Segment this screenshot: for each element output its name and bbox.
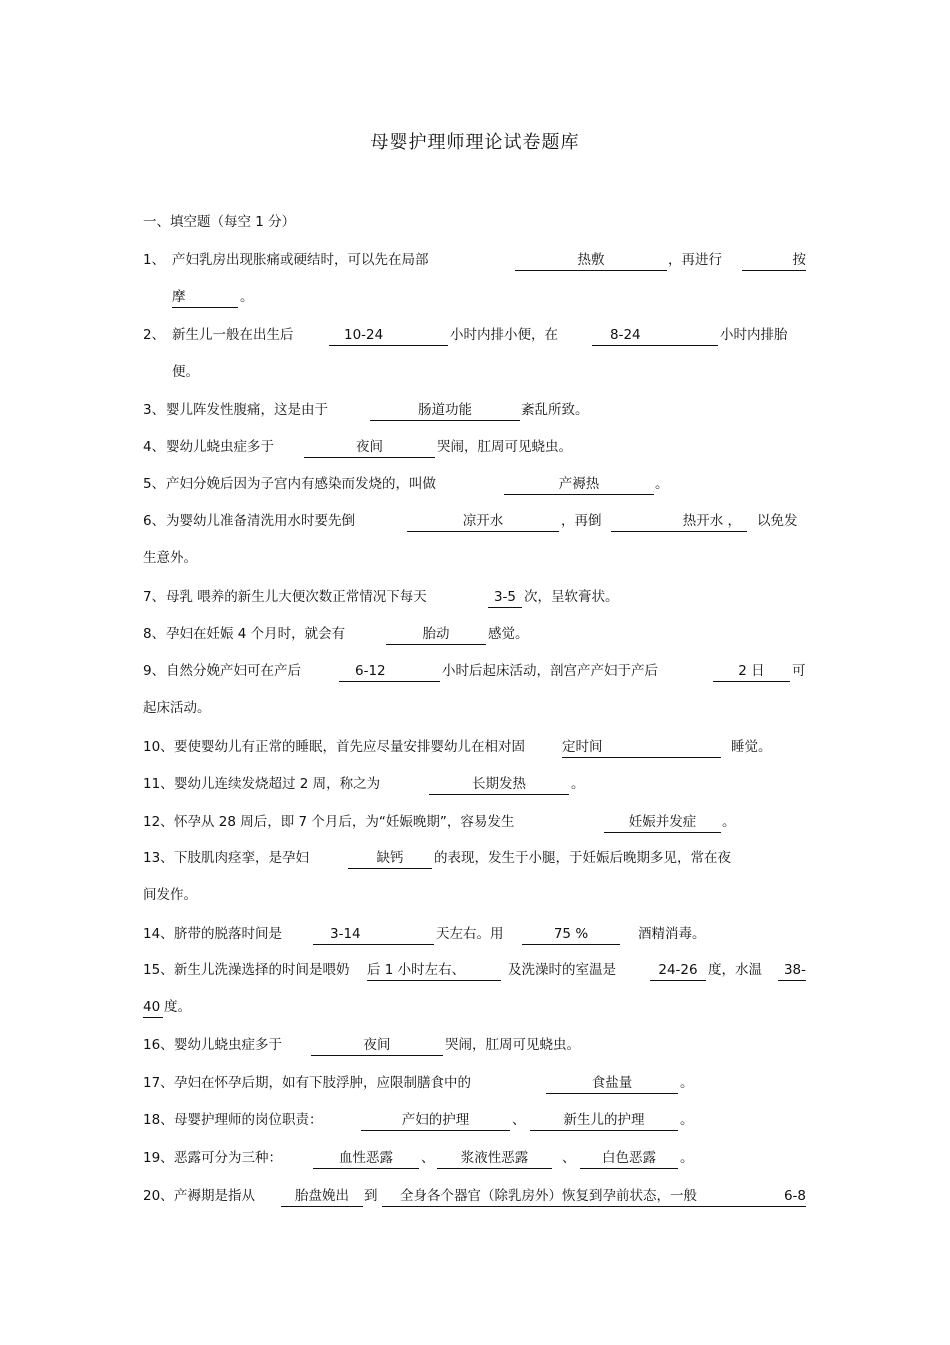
- question-text: 、: [512, 1112, 526, 1128]
- answer-blank: 食盐量: [546, 1073, 678, 1094]
- question-text: 孕妇在怀孕后期，如有下肢浮肿，应限制膳食中的: [174, 1075, 471, 1091]
- question-text: 。: [655, 476, 669, 492]
- question-text: 婴幼儿蛲虫症多于: [174, 1037, 282, 1053]
- answer-blank: 按: [742, 250, 806, 271]
- question-text: 新生儿洗澡选择的时间是喂奶: [174, 962, 350, 978]
- question-number: 9、: [143, 663, 166, 679]
- question-number: 4、: [143, 439, 166, 455]
- question-text: 哭闹，肛周可见蛲虫。: [437, 439, 572, 455]
- question-text: 孕妇在妊娠 4 个月时，就会有: [166, 626, 346, 642]
- answer-blank: 血性恶露: [313, 1148, 419, 1169]
- question-number: 5、: [143, 476, 166, 492]
- answer-blank: 白色恶露: [580, 1148, 678, 1169]
- question-number: 11、: [143, 776, 174, 792]
- answer-blank: 浆液性恶露: [437, 1148, 552, 1169]
- question-text: 生意外。: [143, 550, 197, 566]
- question-number: 13、: [143, 850, 174, 866]
- question-text: 可: [792, 663, 806, 679]
- question-text: 。: [571, 776, 585, 792]
- answer-blank: 3-5: [488, 587, 522, 608]
- answer-blank: 长期发热: [429, 774, 569, 795]
- answer-blank: 缺钙: [348, 848, 432, 869]
- question-text: 要使婴幼儿有正常的睡眠，首先应尽量安排婴幼儿在相对固: [174, 739, 525, 755]
- question-text: 紊乱所致。: [521, 402, 589, 418]
- answer-blank: 新生儿的护理: [530, 1110, 678, 1131]
- answer-blank: 10-24: [329, 325, 448, 346]
- question-number: 12、: [143, 814, 174, 830]
- question-number: 18、: [143, 1112, 174, 1128]
- question-text: 。: [240, 289, 254, 305]
- answer-blank: 后 1 小时左右、: [367, 960, 501, 981]
- question-text: 小时后起床活动，剖宫产产妇于产后: [442, 663, 658, 679]
- question-number: 10、: [143, 739, 174, 755]
- question-number: 14、: [143, 926, 174, 942]
- question-number: 19、: [143, 1150, 174, 1166]
- answer-blank: 75 %: [522, 924, 620, 945]
- answer-blank: 凉开水: [407, 511, 559, 532]
- answer-blank: 夜间: [311, 1035, 443, 1056]
- answer-blank: 夜间: [304, 437, 435, 458]
- question-text: 小时内排胎: [720, 327, 788, 343]
- answer-blank: 定时间: [562, 737, 721, 758]
- question-text: 母乳 喂养的新生儿大便次数正常情况下每天: [166, 589, 427, 605]
- question-text: 便。: [172, 364, 199, 380]
- question-text: 度，水温: [708, 962, 762, 978]
- question-text: 天左右。用: [436, 926, 504, 942]
- answer-blank: 肠道功能: [370, 400, 520, 421]
- question-number: 15、: [143, 962, 174, 978]
- question-text: 、: [421, 1150, 435, 1166]
- answer-blank: 热敷: [515, 250, 667, 271]
- question-number: 20、: [143, 1188, 174, 1204]
- answer-blank: 6-8: [727, 1186, 806, 1207]
- question-text: 婴幼儿蛲虫症多于: [166, 439, 274, 455]
- section-heading: 一、填空题（每空 1 分）: [143, 214, 296, 230]
- answer-blank: 2 日: [713, 661, 790, 682]
- answer-blank: 全身各个器官（除乳房外）恢复到孕前状态，一般: [382, 1186, 727, 1207]
- question-text: 哭闹，肛周可见蛲虫。: [445, 1037, 580, 1053]
- question-text: 婴幼儿连续发烧超过 2 周，称之为: [174, 776, 381, 792]
- question-text: 感觉。: [488, 626, 529, 642]
- answer-blank: 8-24: [592, 325, 718, 346]
- question-text: 恶露可分为三种：: [174, 1150, 282, 1166]
- question-text: 睡觉。: [731, 739, 772, 755]
- answer-blank: 热开水 ，: [611, 511, 747, 532]
- page-title: 母婴护理师理论试卷题库: [370, 132, 580, 153]
- question-text: 、: [562, 1150, 576, 1166]
- answer-blank: 产褥热: [504, 474, 654, 495]
- question-text: 怀孕从 28 周后，即 7 个月后，为“妊娠晚期”，容易发生: [174, 814, 515, 830]
- question-number: 17、: [143, 1075, 174, 1091]
- question-text: 。: [680, 1112, 694, 1128]
- question-text: 次，呈软膏状。: [524, 589, 619, 605]
- question-text: 产褥期是指从: [174, 1188, 255, 1204]
- question-text: 。: [680, 1075, 694, 1091]
- question-number: 8、: [143, 626, 166, 642]
- answer-blank: 40: [143, 997, 163, 1018]
- answer-blank: 6-12: [339, 661, 440, 682]
- question-text: 产妇分娩后因为子宫内有感染而发烧的，叫做: [166, 476, 436, 492]
- question-text: 到: [364, 1188, 378, 1204]
- question-text: 以免发: [757, 513, 798, 529]
- answer-blank: 24-26: [650, 960, 706, 981]
- question-number: 7、: [143, 589, 166, 605]
- question-number: 2、: [143, 327, 166, 343]
- question-text: 。: [680, 1150, 694, 1166]
- question-number: 3、: [143, 402, 166, 418]
- question-text: 脐带的脱落时间是: [174, 926, 282, 942]
- answer-blank: 产妇的护理: [361, 1110, 510, 1131]
- question-text: 自然分娩产妇可在产后: [166, 663, 301, 679]
- question-text: 为婴幼儿准备清洗用水时要先倒: [166, 513, 355, 529]
- question-text: 酒精消毒。: [638, 926, 706, 942]
- question-text: ，再进行: [668, 252, 722, 268]
- question-number: 16、: [143, 1037, 174, 1053]
- answer-blank: 3-14: [313, 924, 434, 945]
- question-text: 下肢肌肉痉挛，是孕妇: [174, 850, 309, 866]
- question-text: 婴儿阵发性腹痛，这是由于: [166, 402, 328, 418]
- question-text: 小时内排小便，在: [450, 327, 558, 343]
- question-text: ，再倒: [561, 513, 602, 529]
- answer-blank: 胎动: [386, 624, 486, 645]
- question-text: 。: [722, 814, 736, 830]
- question-number: 6、: [143, 513, 166, 529]
- question-text: 及洗澡时的室温是: [508, 962, 616, 978]
- question-text: 母婴护理师的岗位职责：: [174, 1112, 323, 1128]
- question-text: 的表现，发生于小腿，于妊娠后晚期多见，常在夜: [434, 850, 731, 866]
- answer-blank: 胎盘娩出: [281, 1186, 363, 1207]
- question-text: 起床活动。: [143, 700, 211, 716]
- answer-blank: 摩: [172, 287, 238, 308]
- question-text: 度。: [164, 999, 191, 1015]
- question-text: 间发作。: [143, 887, 197, 903]
- question-number: 1、: [143, 252, 166, 268]
- question-text: 产妇乳房出现胀痛或硬结时，可以先在局部: [172, 252, 429, 268]
- question-text: 新生儿一般在出生后: [172, 327, 294, 343]
- answer-blank: 妊娠并发症: [604, 812, 721, 833]
- answer-blank: 38-: [778, 960, 806, 981]
